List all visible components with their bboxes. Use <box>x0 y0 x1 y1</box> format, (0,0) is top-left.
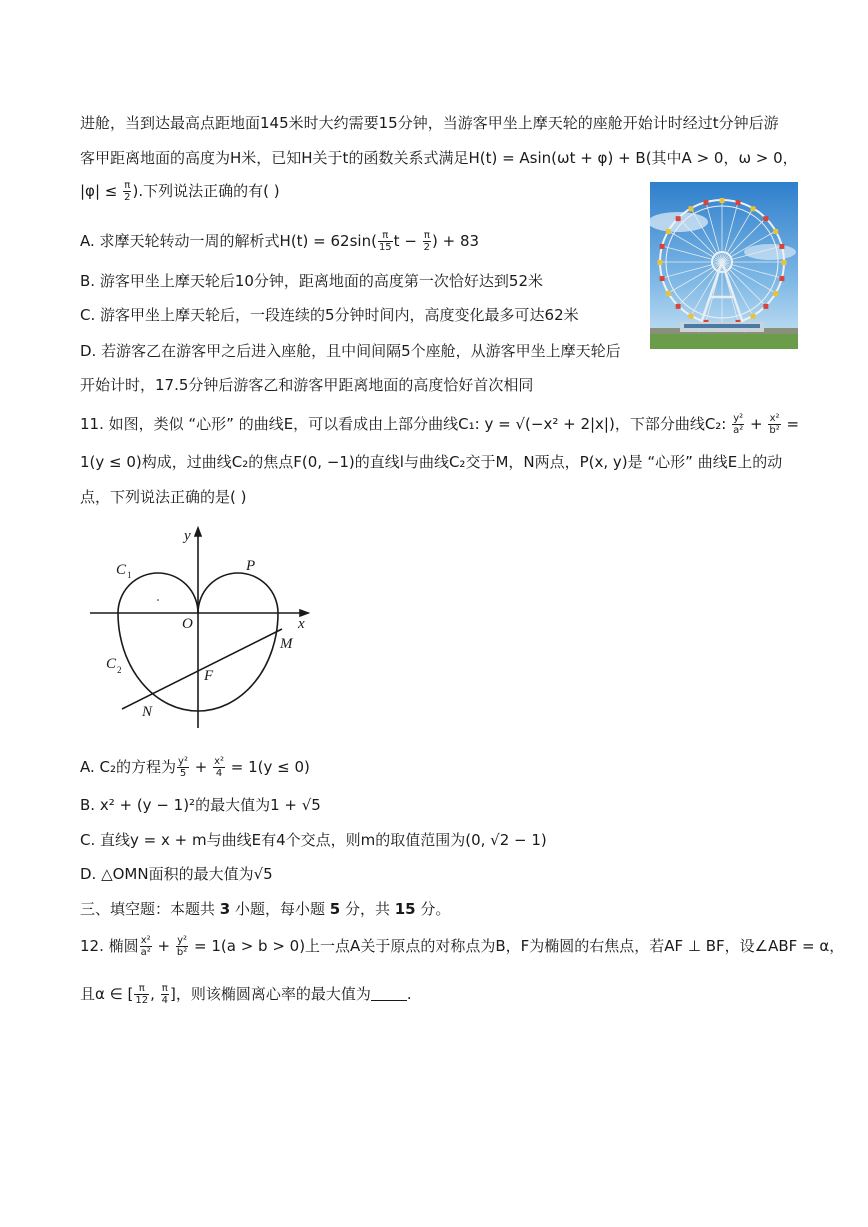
numerator: y² <box>733 413 744 424</box>
label-f: F <box>204 668 214 684</box>
q11-line-2: 1(y ≤ 0)构成，过曲线C₂的焦点F(0, −1)的直线l与曲线C₂交于M，N两点，P(x, y)是 “心形” 曲线E上的动 <box>80 453 783 471</box>
fraction <box>378 230 393 253</box>
denominator: a² <box>733 425 744 436</box>
text: + <box>152 937 175 955</box>
wheel-cabin <box>660 244 665 249</box>
numerator: x² <box>140 935 151 946</box>
denominator: 5 <box>179 768 187 779</box>
q10-line-2: 客甲距离地面的高度为H米，已知H关于t的函数关系式满足H(t) = Asin(ωt + φ) + B(其中A > 0，ω > 0， <box>80 149 798 167</box>
denominator: a² <box>140 947 151 958</box>
y-axis-arrow <box>195 528 201 536</box>
q11-option-b: B. x² + (y − 1)²的最大值为1 + √5 <box>80 796 321 814</box>
numerator: x² <box>769 413 780 424</box>
numerator: y² <box>178 756 188 767</box>
q10-option-d-line-1: D. 若游客乙在游客甲之后进入座舱，且中间间隔5个座舱，从游客甲坐上摩天轮后 <box>80 342 621 360</box>
wheel-cabin <box>720 198 725 203</box>
q10-line-3 <box>80 180 280 203</box>
text: |φ| ≤ <box>80 182 123 200</box>
q10-option-c: C. 游客甲坐上摩天轮后，一段连续的5分钟时间内，高度变化最多可达62米 <box>80 306 579 324</box>
label-c1-sub: 1 <box>127 570 132 580</box>
q12-line-1 <box>80 935 844 958</box>
wheel-cabin <box>779 276 784 281</box>
denominator: 4 <box>215 768 223 779</box>
fraction <box>134 983 149 1006</box>
ferris-wheel-photo <box>650 182 798 349</box>
text: 12. 椭圆 <box>80 937 139 955</box>
label-origin: O <box>182 616 193 632</box>
number: 5 <box>329 900 341 918</box>
wheel-cabin <box>782 260 787 265</box>
text: = 1(y ≤ 0) <box>226 758 310 776</box>
number: 15 <box>394 900 416 918</box>
text: ) + 83 <box>432 232 480 250</box>
denominator: 2 <box>423 242 431 253</box>
numerator: y² <box>177 935 188 946</box>
wheel-cabin <box>666 229 671 234</box>
q11-option-a <box>80 756 310 779</box>
q12-line-2 <box>80 983 412 1006</box>
text: 分。 <box>415 900 451 918</box>
q10-line-1: 进舱，当到达最高点距地面145米时大约需要15分钟，当游客甲坐上摩天轮的座舱开始计时经过t分钟后游 <box>80 114 779 132</box>
denominator: 15 <box>378 242 392 253</box>
label-c2: C <box>106 656 117 672</box>
fraction <box>161 983 169 1006</box>
wheel-cabin <box>660 276 665 281</box>
wheel-cabin <box>773 291 778 296</box>
q10-option-a <box>80 230 479 253</box>
wheel-cabin <box>689 206 694 211</box>
label-p: P <box>246 558 256 574</box>
text: 小题，每小题 <box>230 900 330 918</box>
text: ).下列说法正确的有( ) <box>132 182 280 200</box>
denominator: b² <box>176 947 188 958</box>
text: A. 求摩天轮转动一周的解析式H(t) = 62sin( <box>80 232 377 250</box>
text: 三、填空题：本题共 <box>80 900 220 918</box>
q10-option-d-line-2: 开始计时，17.5分钟后游客乙和游客甲距离地面的高度恰好首次相同 <box>80 376 534 394</box>
wheel-cabin <box>658 260 663 265</box>
wheel-cabin <box>751 206 756 211</box>
text: ]，则该椭圆离心率的最大值为 <box>170 985 371 1003</box>
q11-option-d: D. △OMN面积的最大值为√5 <box>80 865 273 883</box>
text: A. C₂的方程为 <box>80 758 177 776</box>
wheel-cabin <box>763 216 768 221</box>
numerator: π <box>134 983 149 995</box>
q11-line-1 <box>80 413 799 436</box>
wheel-cabin <box>751 314 756 319</box>
fraction <box>768 413 780 436</box>
text: . <box>406 985 412 1003</box>
wheel-cabin <box>773 229 778 234</box>
q10-option-b: B. 游客甲坐上摩天轮后10分钟，距离地面的高度第一次恰好达到52米 <box>80 272 544 290</box>
wheel-cabin <box>736 200 741 205</box>
q11-line-3: 点，下列说法正确的是( ) <box>80 488 247 506</box>
text: + <box>745 415 768 433</box>
numerator: π <box>423 230 430 241</box>
wheel-cabin <box>666 291 671 296</box>
wheel-cabin <box>676 304 681 309</box>
text: + <box>189 758 213 776</box>
denominator: 4 <box>161 995 168 1006</box>
text: = 1(a > b > 0)上一点A关于原点的对称点为B，F为椭圆的右焦点，若AF ⊥ BF，设∠ABF = α， <box>189 937 845 955</box>
label-c1: C <box>116 562 127 578</box>
number: 3 <box>219 900 231 918</box>
text: , <box>150 985 160 1003</box>
numerator: π <box>378 230 393 242</box>
line-l <box>122 629 282 709</box>
fraction <box>176 935 188 958</box>
answer-blank[interactable] <box>371 986 407 1001</box>
q11-option-c: C. 直线y = x + m与曲线E有4个交点，则m的取值范围为(0, √2 − 1) <box>80 831 547 849</box>
fraction <box>177 756 189 779</box>
text: 分，共 <box>340 900 395 918</box>
label-m: M <box>280 636 293 652</box>
numerator: π <box>161 983 168 994</box>
wheel-cabin <box>703 200 708 205</box>
numerator: x² <box>214 756 225 767</box>
fraction <box>423 230 431 253</box>
text: 11. 如图，类似 “心形” 的曲线E，可以看成由上部分曲线C₁: y = √(−x² + 2|x|)，下部分曲线C₂: <box>80 415 732 433</box>
text: t − <box>393 232 422 250</box>
wheel-cabin <box>763 304 768 309</box>
text: 且α ∈ [ <box>80 985 134 1003</box>
wheel-cabin <box>676 216 681 221</box>
wheel-cabin <box>779 244 784 249</box>
section-3-heading <box>80 898 450 920</box>
label-y: y <box>184 528 191 544</box>
fraction <box>123 180 131 203</box>
label-c2-sub: 2 <box>117 665 122 675</box>
label-x: x <box>298 616 305 632</box>
label-n: N <box>142 704 153 720</box>
text: = <box>781 415 800 433</box>
fraction <box>140 935 152 958</box>
wheel-cabin <box>689 314 694 319</box>
curve-c1-right <box>198 573 278 613</box>
denominator: 12 <box>135 995 149 1006</box>
heart-curve-figure <box>86 522 326 732</box>
denominator: 2 <box>124 192 131 203</box>
fraction <box>213 756 225 779</box>
fraction <box>732 413 744 436</box>
numerator: π <box>124 180 131 191</box>
denominator: b² <box>769 425 780 436</box>
